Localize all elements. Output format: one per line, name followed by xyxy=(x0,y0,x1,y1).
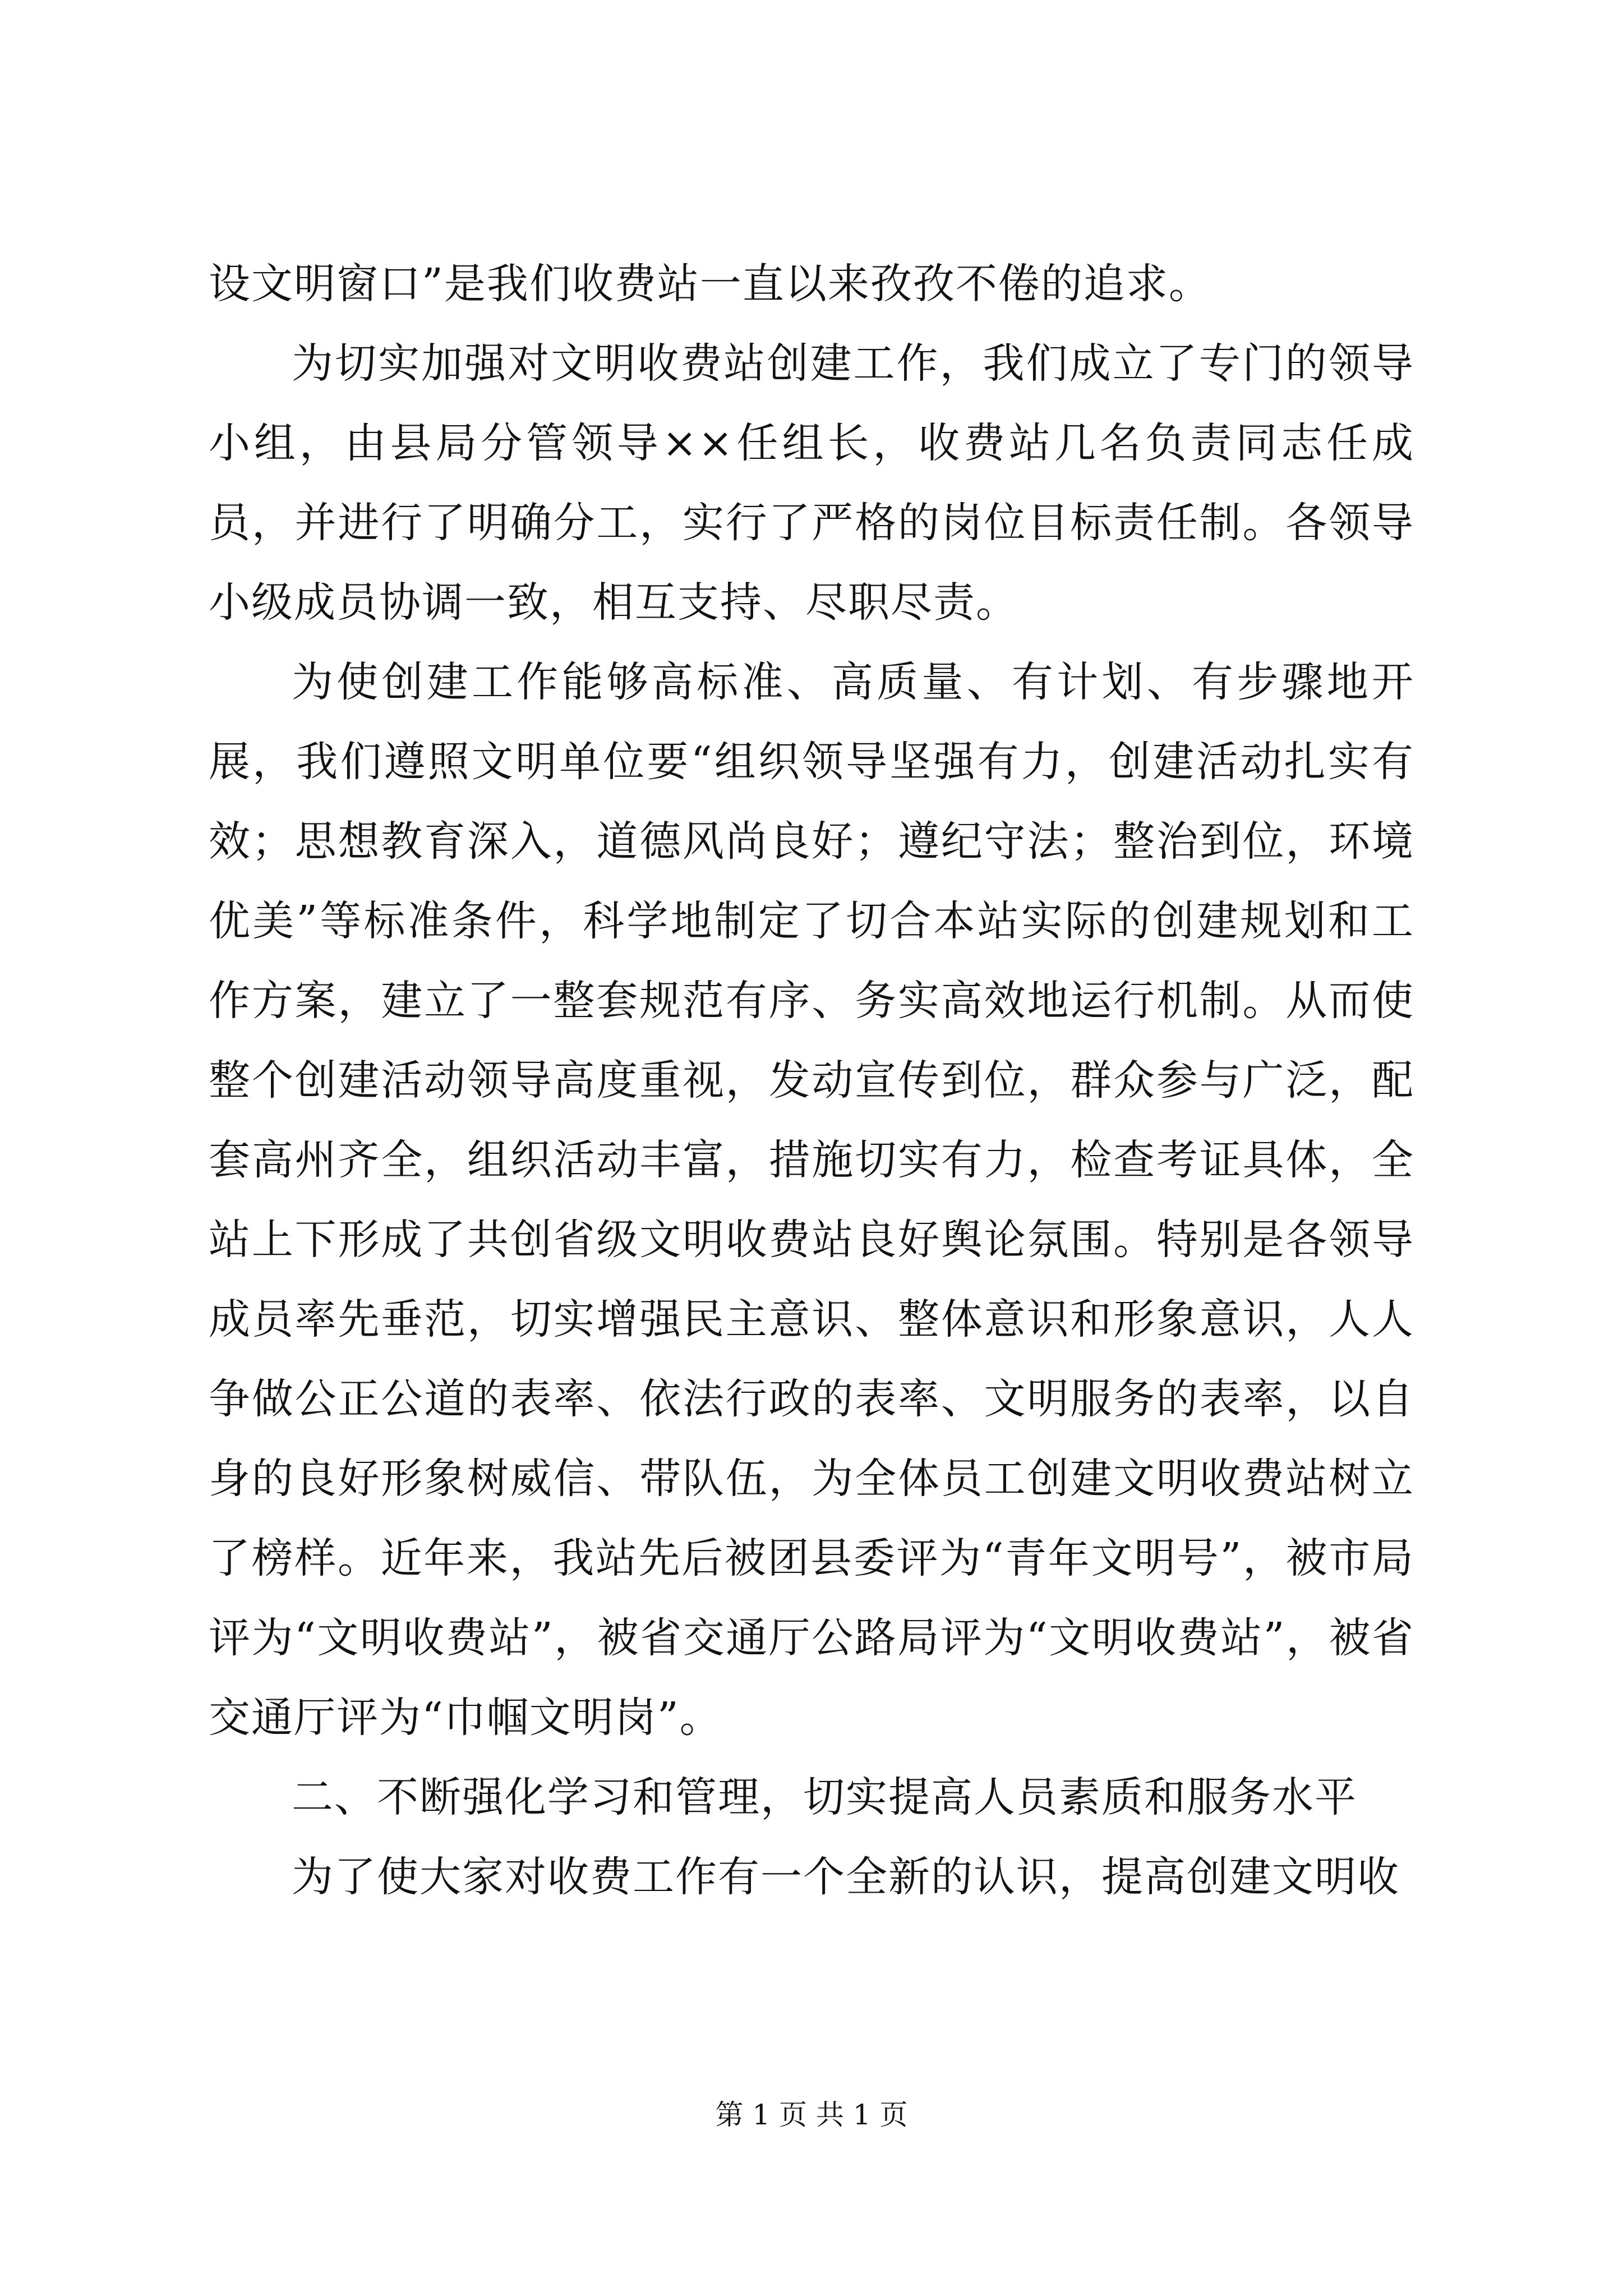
paragraph-4: 为了使大家对收费工作有一个全新的认识，提高创建文明收 xyxy=(292,1853,1400,1901)
section-heading-2: 二、不断强化学习和管理，切实提高人员素质和服务水平 xyxy=(292,1773,1357,1821)
paragraph-3: 为使创建工作能够高标准、高质量、有计划、有步骤地开展，我们遵照文明单位要“组织领导坚强有力，创建活动扎实有效；思想教育深入，道德风尚良好；遵纪守法；整治到位，环境优美”等标准条件，科学地制定了切合本站实际的创建规划和工作方案，建立了一整套规范有序、务实高效地运行机制。从而使整个创建活动领导高度重视，发动宣传到位，群众参与广泛，配套高州齐全，组织活动丰富，措施切实有力，检查考证具体，全站上下形成了共创省级文明收费站良好舆论氛围。特别是各领导成员率先垂范，切实增强民主意识、整体意识和形象意识，人人争做公正公道的表率、依法行政的表率、文明服务的表率，以自身的良好形象树威信、带队伍，为全体员工创建文明收费站树立了榜样。近年来，我站先后被团县委评为“青年文明号”，被市局评为“文明收费站”，被省交通厅公路局评为“文明收费站”，被省交通厅评为“巾帼文明岗”。 xyxy=(209,658,1414,1742)
paragraph-1: 设文明窗口”是我们收费站一直以来孜孜不倦的追求。 xyxy=(209,260,1211,308)
paragraph-2: 为切实加强对文明收费站创建工作，我们成立了专门的领导小组，由县局分管领导××任组长，收费站几名负责同志任成员，并进行了明确分工，实行了严格的岗位目标责任制。各领导小级成员协调一致，相互支持、尽职尽责。 xyxy=(209,339,1414,627)
document-body xyxy=(209,244,1414,1917)
page-number-footer: 第 1 页 共 1 页 xyxy=(715,2099,908,2131)
